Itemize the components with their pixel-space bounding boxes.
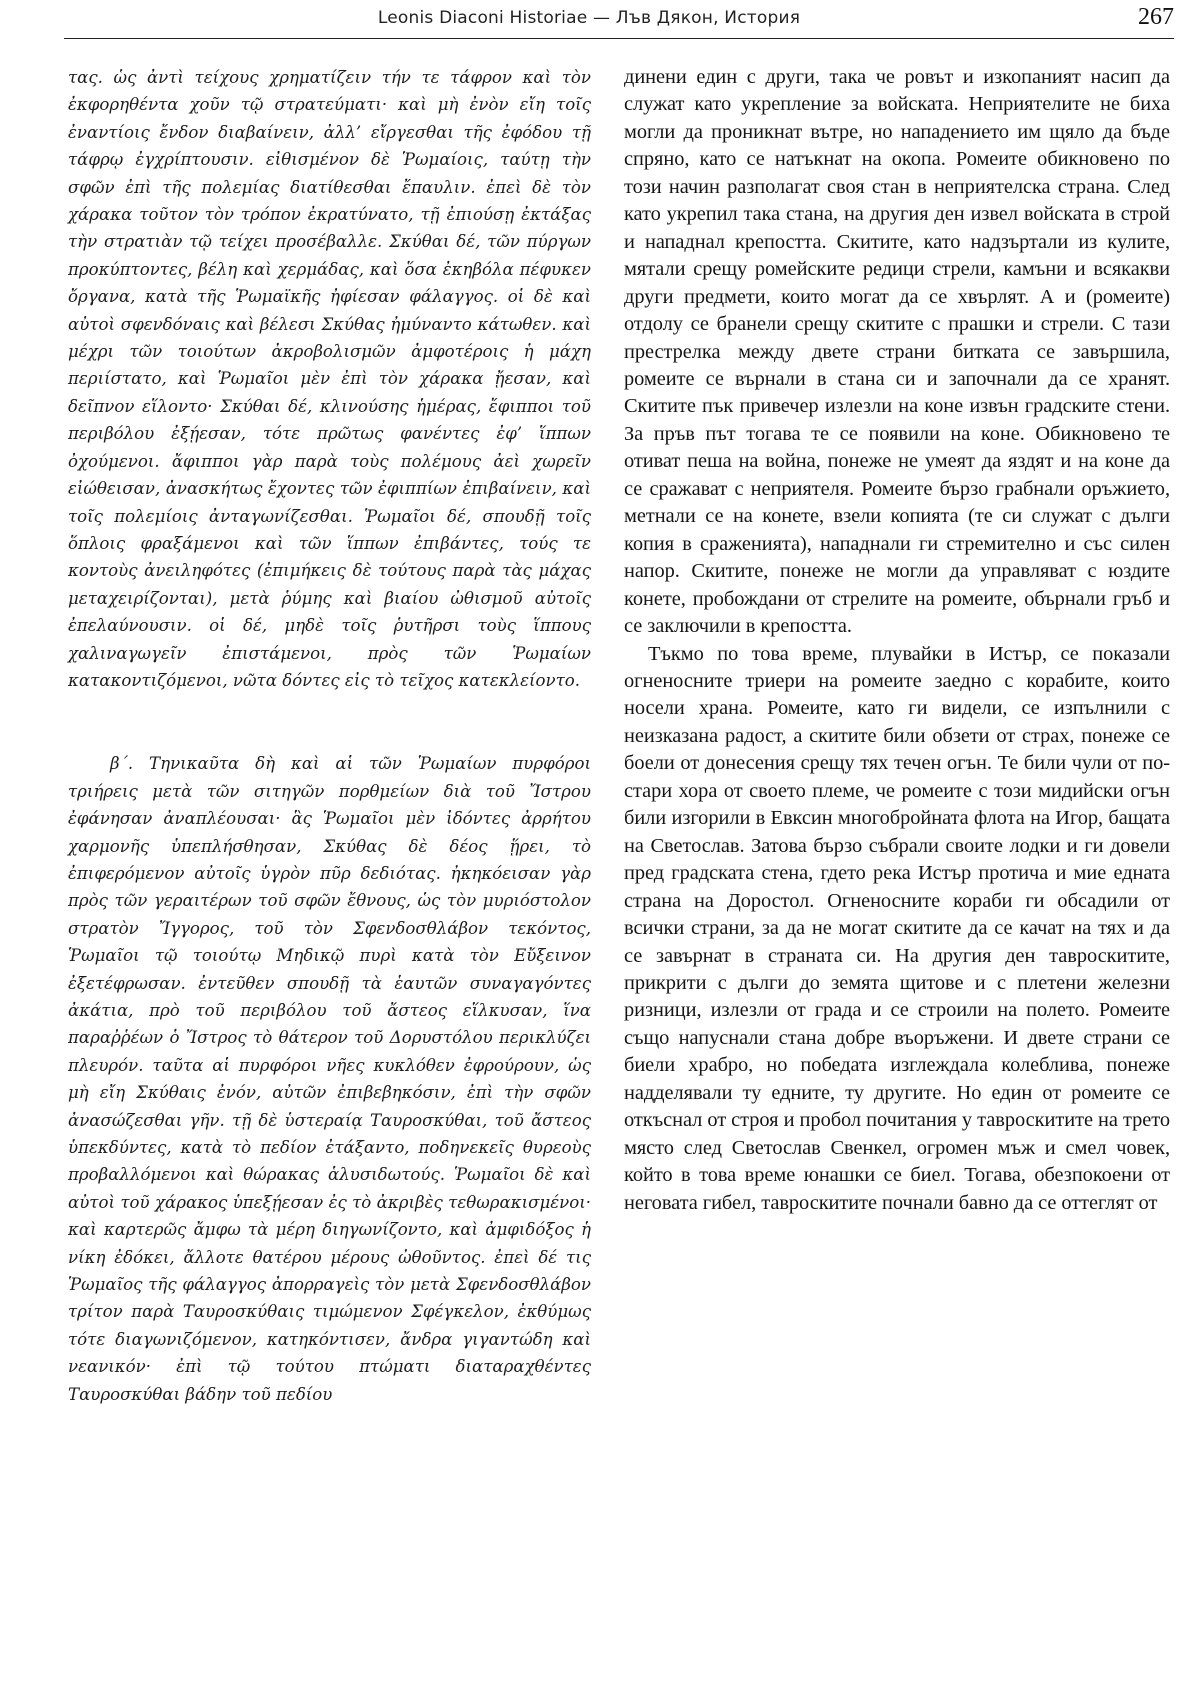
greek-paragraph-2: β´. Τηνικαῦτα δὴ καὶ αἱ τῶν Ῥωμαίων πυρφόροι τριήρεις μετὰ τῶν σιτηγῶν πορθμείων διὰ τοῦ Ἴστρου ἐφάνησαν ἀναπλέουσαι· ἃς Ῥωμαῖοι μὲν ἰδόντες ἀρρήτου χαρμονῆς ὑπεπλήσθησαν, Σκύθας δὲ δέος ᾕρει, τὸ ἐπιφερόμενον αὐτοῖς ὑγρὸν πῦρ δεδιότας. ἠκηκόεισαν γὰρ πρὸς τῶν γεραιτέρων τοῦ σφῶν ἔθνους, ὡς τὸν μυριόστολον στρατὸν Ἴγγορος, τοῦ τὸν Σφενδοσθλάβον τεκόντος, Ῥωμαῖοι τῷ τοιούτῳ Μηδικῷ πυρὶ κατὰ τὸν Εὔξεινον ἐξετέφρωσαν. ἐντεῦθεν σπουδῇ τὰ ἑαυτῶν συναγαγόντες ἀκάτια, πρὸ τοῦ περιβόλου τοῦ ἄστεος εἵλκυσαν, ἵνα παραῤῥέων ὁ Ἴστρος τὸ θάτερον τοῦ Δορυστόλου περικλύζει πλευρόν. ταῦτα αἱ πυρφόροι νῆες κυκλόθεν ἐφρούρουν, ὡς μὴ εἴη Σκύθαις ἐνόν, αὐτῶν ἐπιβεβηκόσιν, ἐπὶ τὴν σφῶν ἀνασώζεσθαι γῆν. τῇ δὲ ὑστεραίᾳ Ταυροσκύθαι, τοῦ ἄστεος ὑπεκδύντες, κατὰ τὸ πεδίον ἐτάξαντο, ποδηνεκεῖς θυρεοὺς προβαλλόμενοι καὶ θώρακας ἁλυσιδωτούς. Ῥωμαῖοι δὲ καὶ αὐτοὶ τοῦ χάρακος ὑπεξῄεσαν ἐς τὸ ἀκριβὲς τεθωρακισμένοι· καὶ καρτερῶς ἄμφω τὰ μέρη διηγωνίζοντο, καὶ ἀμφιδόξος ἡ νίκη ἐδόκει, ἄλλοτε θατέρου μέρους ὠθοῦντος. ἐπεὶ δέ τις Ῥωμαῖος τῆς φάλαγγος ἀπορραγεὶς τὸν μετὰ Σφενδοσθλάβον τρίτον παρὰ Ταυροσκύθαις τιμώμενον Σφέγκελον, ἐκθύμως τότε διαγωνιζόμενον, κατηκόντισεν, ἄνδρα γιγαντώδη καὶ νεανικόν· ἐπὶ τῷ τούτου πτώματι διαταραχθέντες Ταυροσκύθαι βάδην τοῦ πεδίου (68, 754, 591, 1404)
greek-paragraph-1: τας. ὡς ἀντὶ τείχους χρηματίζειν τήν τε τάφρον καὶ τὸν ἐκφορηθέντα χοῦν τῷ στρατεύματι· καὶ μὴ ἐνὸν εἴη τοῖς ἐναντίοις ἔνδον διαβαίνειν, ἀλλ’ εἴργεσθαι τῆς ἐφόδου τῇ τάφρῳ ἐγχρίπτουσιν. εἰθισμένον δὲ Ῥωμαίοις, ταύτῃ τὴν σφῶν ἐπὶ τῆς πολεμίας διατίθεσθαι ἔπαυλιν. ἐπεὶ δὲ τὸν χάρακα τοῦτον τὸν τρόπον ἐκρατύνατο, τῇ ἐπιούσῃ ἐκτάξας τὴν στρατιὰν τῷ τείχει προσέβαλλε. Σκύθαι δέ, τῶν πύργων προκύπτοντες, βέλη καὶ χερμάδας, καὶ ὅσα ἐκηβόλα πέφυκεν ὄργανα, κατὰ τῆς Ῥωμαϊκῆς ἠφίεσαν φάλαγγος. οἱ δὲ καὶ αὐτοὶ σφενδόναις καὶ βέλεσι Σκύθας ἠμύναντο κάτωθεν. καὶ μέχρι τῶν τοιούτων ἀκροβολισμῶν ἀμφοτέροις ἡ μάχη περιίστατο, καὶ Ῥωμαῖοι μὲν ἐπὶ τὸν χάρακα ᾔεσαν, καὶ δεῖπνον εἵλοντο· Σκύθαι δέ, κλινούσης ἡμέρας, ἔφιπποι τοῦ περιβόλου ἐξῄεσαν, τότε πρῶτως φανέντες ἐφ’ ἵππων ὀχούμενοι. ἄφιπποι γὰρ παρὰ τοὺς πολέμους ἀεὶ χωρεῖν εἰώθεισαν, ἀνασκήτως ἔχοντες τῶν ἐφιππίων ἐπιβαίνειν, καὶ τοῖς πολεμίοις ἀνταγωνίζεσθαι. Ῥωμαῖοι δέ, σπουδῇ τοῖς ὅπλοις φραξάμενοι καὶ τῶν ἵππων ἐπιβάντες, τούς τε κοντοὺς ἀνειληφότες (ἐπιμήκεις δὲ τούτους παρὰ τὰς μάχας μεταχειρίζονται), μετὰ ῥύμης καὶ βιαίου ὠθισμοῦ αὐτοῖς ἐπελαύνουσιν. οἱ δέ, μηδὲ τοῖς ῥυτῆρσι τοὺς ἵππους χαλιναγωγεῖν ἐπιστάμενοι, πρὸς τῶν Ῥωμαίων κατακοντιζόμενοι, νῶτα δόντες εἰς τὸ τεῖχος κατεκλείοντο. (68, 68, 591, 690)
bulgarian-translation-column (624, 64, 1170, 1694)
page-header (64, 4, 1174, 39)
bulgarian-paragraph-1: динени един с други, така че ровът и изкопаният насип да служат като укрепление за войската. Неприятелите не биха могли да проникнат вътре, но нападението им щяло да бъде спряно, като се натъкнат на окопа. Ромеите обикновено по този начин разполагат своя стан в неприятелска страна. След като укрепил така стана, на другия ден извел войската в строй и нападнал крепостта. Скитите, като надзъртали из кулите, мятали срещу ромейските редици стрели, камъни и всякакви други предмети, които могат да се хвърлят. А и (ромеите) отдолу се бранели срещу скитите с прашки и стрели. С тази престрелка между двете страни битката се завършила, ромеите се върнали в стана си и започнали да се хранят. Скитите пък привечер излезли на коне извън градските стени. За пръв път тогава те се появили на коне. Обикновено те отиват пеша на война, понеже не умеят да яздят и на коне да се сражават с неприятеля. Ромеите бързо грабнали оръжието, метнали се на конете, взели копията (те си служат с дълги копия в сраженията), нападнали ги стремително и със силен напор. Скитите, понеже не могли да управляват с юздите конете, пробождани от стрелите на ромеите, обърнали гръб и се заключили в крепостта. (624, 66, 1170, 638)
page-number: 267 (1138, 4, 1174, 30)
greek-text-column (68, 64, 591, 1694)
bulgarian-paragraph-2: Тъкмо по това време, плувайки в Истър, се показали огненосните триери на ромеите заедно с корабите, които носели храна. Ромеите, като ги видели, се изпълнили с неизказана радост, а скитите били обзети от страх, понеже се боели от донесения срещу тях течен огън. Те били чули от по-стари хора от своето племе, че ромеите с този мидийски огън били изгорили в Евксин многобройната флота на Игор, бащата на Светослав. Затова бързо събрали своите лодки и ги довели пред градската стена, гдето река Истър протича и мие едната страна на Доростол. Огненосните кораби ги обсадили от всички страни, за да не могат скитите да се качат на тях и да се завърнат в страната си. На другия ден тавроскитите, прикрити с дълги до земята щитове и с плетени железни ризници, излезли от града и се строили на полето. Ромеите също напуснали стана добре въоръжени. И двете страни се биели храбро, но победата изглеждала колеблива, понеже надделявали ту едните, ту другите. Но един от ромеите се откъснал от строя и пробол почитания у тавроскитите на трето място след Светослав Свенкел, огромен мъж и смел човек, който в това време юнашки се биел. Тогава, обезпокоени от неговата гибел, тавроскитите почнали бавно да се оттеглят от (624, 642, 1170, 1214)
running-head: Leonis Diaconi Historiae — Лъв Дякон, История (377, 8, 801, 28)
